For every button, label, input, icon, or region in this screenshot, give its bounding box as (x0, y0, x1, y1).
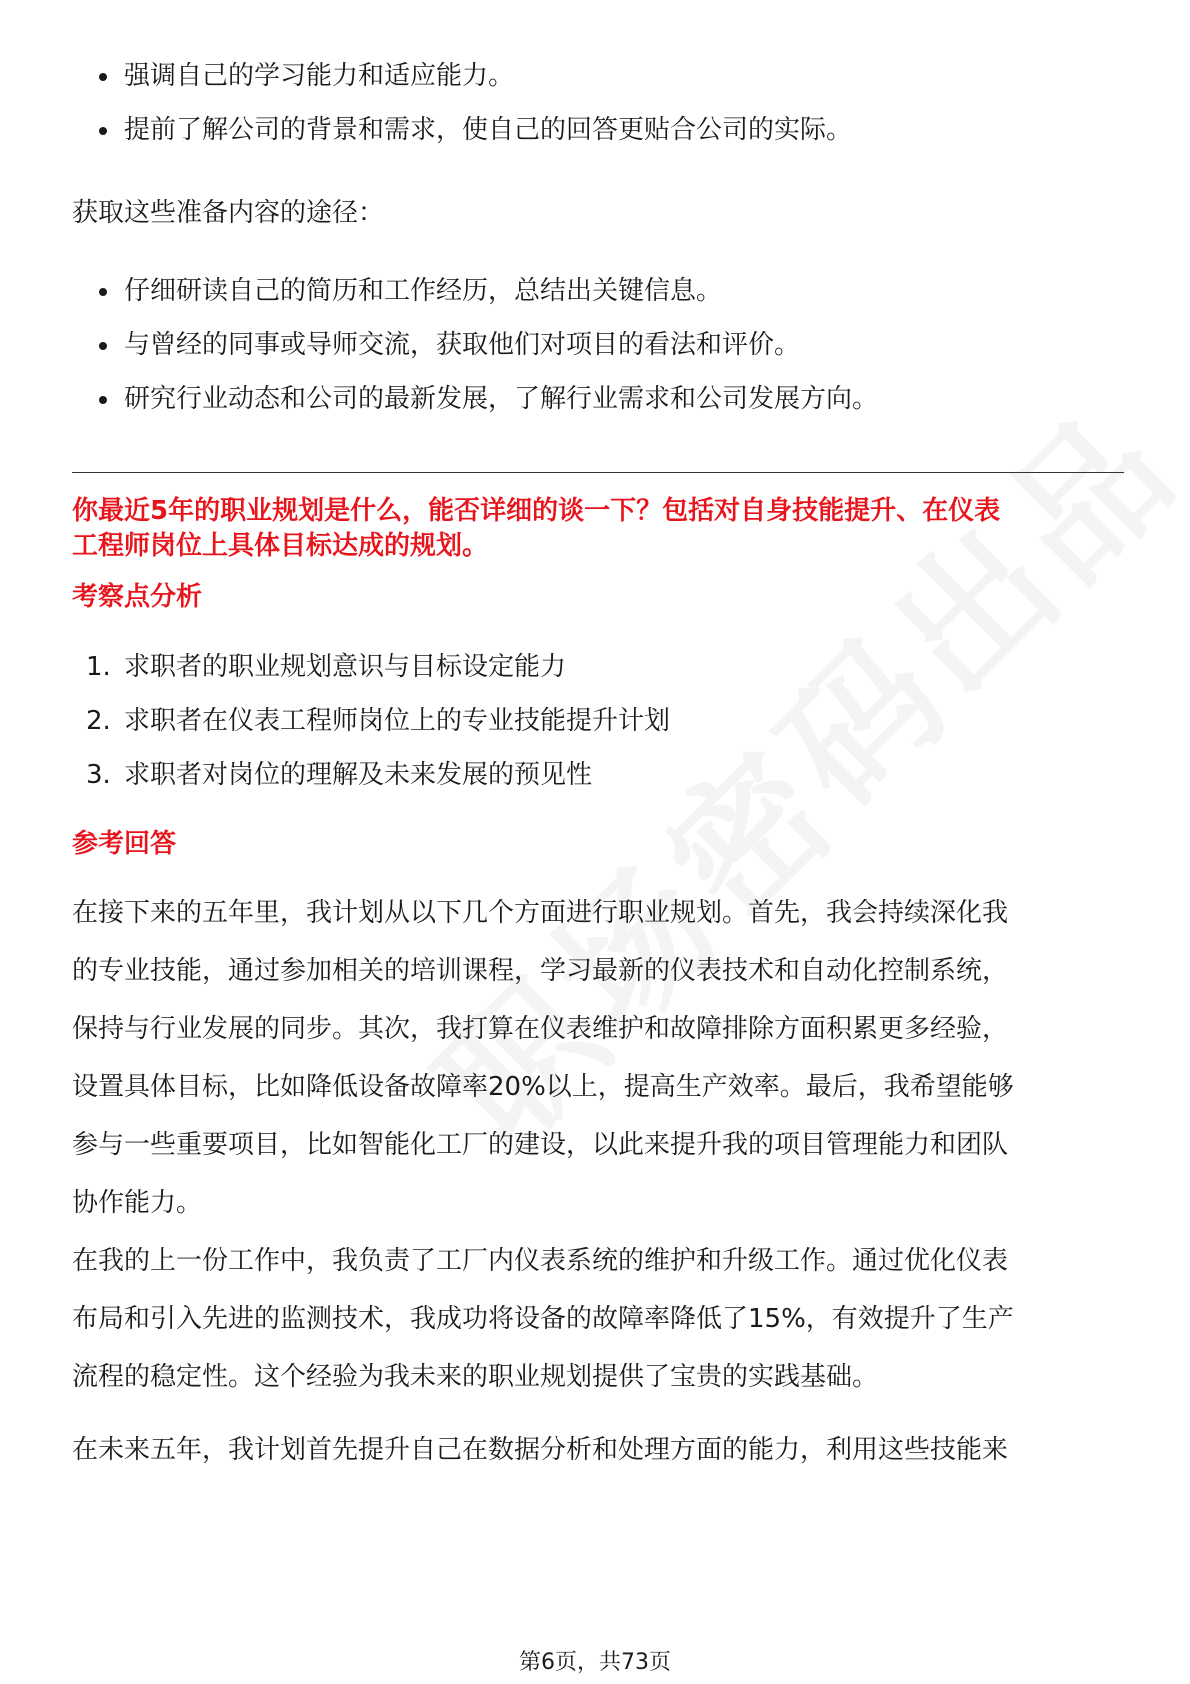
paragraph-line: 协作能力。 (72, 1188, 203, 1218)
list-item: 研究行业动态和公司的最新发展，了解行业需求和公司发展方向。 (72, 380, 1124, 418)
paragraph-line: 流程的稳定性。这个经验为我未来的职业规划提供了宝贵的实践基础。 (72, 1362, 879, 1392)
paragraph-line: 布局和引入先进的监测技术，我成功将设备的故障率降低了15%，有效提升了生产 (72, 1304, 1014, 1334)
analysis-list (72, 648, 1124, 794)
paragraph-line: 参与一些重要项目，比如智能化工厂的建设，以此来提升我的项目管理能力和团队 (72, 1130, 1009, 1160)
answer-paragraph (72, 884, 1124, 1232)
page-footer: 第6页，共73页 (519, 1650, 671, 1675)
paragraph-line: 在接下来的五年里，我计划从以下几个方面进行职业规划。首先，我会持续深化我 (72, 898, 1009, 928)
paragraph-line: 的专业技能，通过参加相关的培训课程，学习最新的仪表技术和自动化控制系统， (72, 956, 1009, 986)
section-divider (72, 472, 1124, 473)
paragraph-line: 保持与行业发展的同步。其次，我打算在仪表维护和故障排除方面积累更多经验， (72, 1014, 1009, 1044)
list-item (72, 702, 1124, 740)
source-bullet-list (72, 272, 1124, 418)
list-item: 仔细研读自己的简历和工作经历，总结出关键信息。 (72, 272, 1124, 310)
list-number: 3. (86, 760, 111, 790)
list-item: 与曾经的同事或导师交流，获取他们对项目的看法和评价。 (72, 326, 1124, 364)
list-item: 强调自己的学习能力和适应能力。 (72, 57, 1124, 95)
paragraph-line: 在未来五年，我计划首先提升自己在数据分析和处理方面的能力，利用这些技能来 (72, 1435, 1009, 1465)
question-line: 工程师岗位上具体目标达成的规划。 (72, 531, 489, 561)
list-item: 提前了解公司的背景和需求，使自己的回答更贴合公司的实际。 (72, 111, 1124, 149)
interview-question (72, 494, 1124, 564)
paragraph-line: 设置具体目标，比如降低设备故障率20%以上，提高生产效率。最后，我希望能够 (72, 1072, 1014, 1102)
top-bullet-list (72, 57, 1124, 149)
list-item (72, 648, 1124, 686)
answer-paragraph (72, 1232, 1124, 1406)
sources-label: 获取这些准备内容的途径： (72, 198, 385, 228)
answer-title: 参考回答 (72, 829, 177, 859)
list-number: 2. (86, 706, 111, 736)
analysis-title: 考察点分析 (72, 582, 203, 612)
list-text: 求职者在仪表工程师岗位上的专业技能提升计划 (124, 706, 671, 736)
paragraph-line: 在我的上一份工作中，我负责了工厂内仪表系统的维护和升级工作。通过优化仪表 (72, 1246, 1009, 1276)
list-text: 求职者的职业规划意识与目标设定能力 (124, 652, 567, 682)
list-text: 求职者对岗位的理解及未来发展的预见性 (124, 760, 593, 790)
question-line: 你最近5年的职业规划是什么，能否详细的谈一下？包括对自身技能提升、在仪表 (72, 496, 1001, 526)
answer-paragraph (72, 1421, 1124, 1479)
list-number: 1. (86, 652, 111, 682)
list-item (72, 756, 1124, 794)
